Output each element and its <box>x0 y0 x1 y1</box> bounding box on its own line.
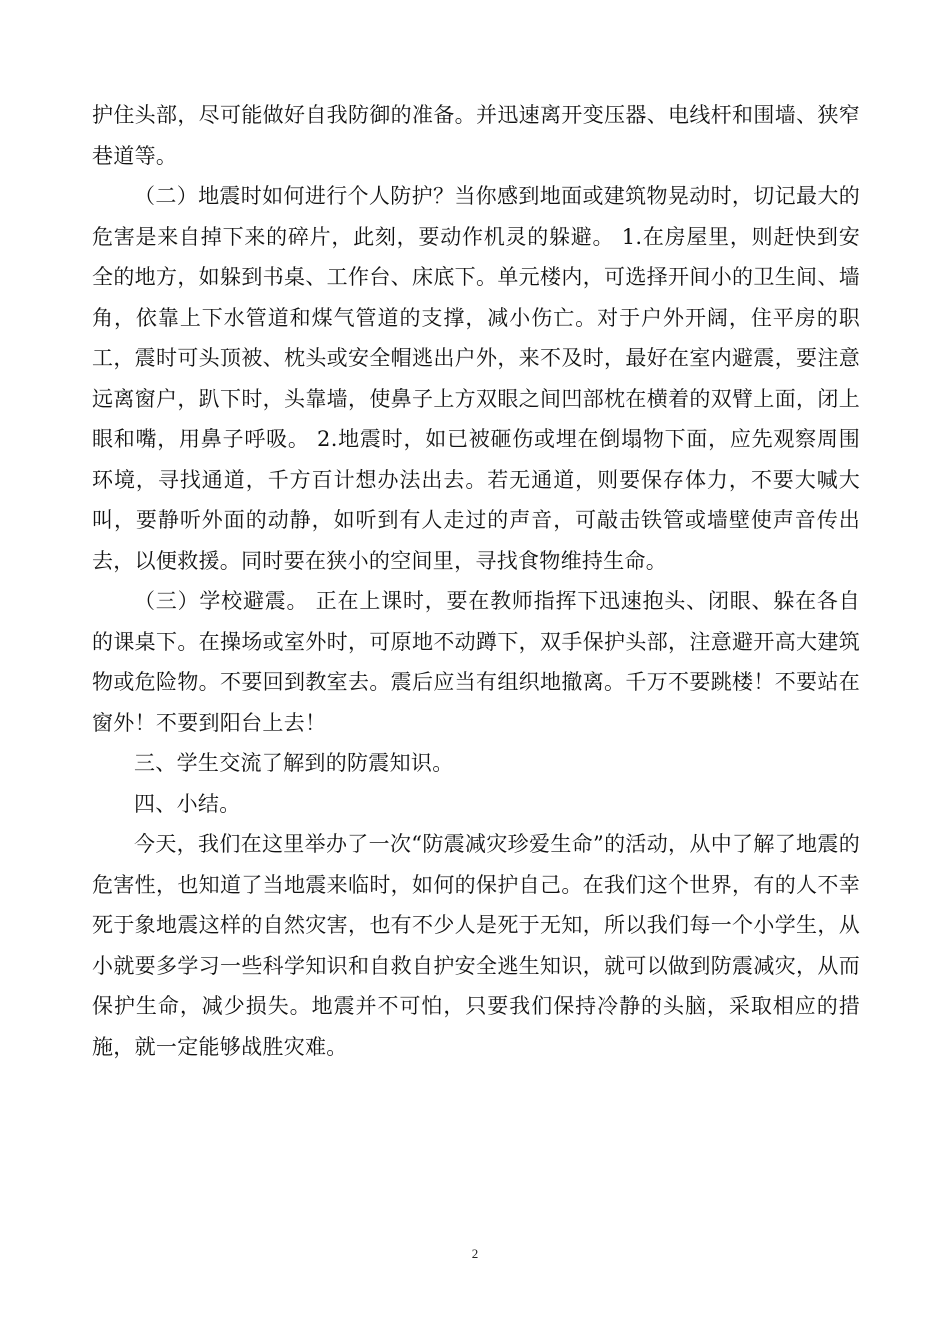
paragraph-school-shelter: （三）学校避震。 正在上课时，要在教师指挥下迅速抱头、闭眼、躲在各自的课桌下。在操场或室外时，可原地不动蹲下，双手保护头部，注意避开高大建筑物或危险物。不要回到教室去。震后应当有组织地撤离。千万不要跳楼！不要站在窗外！不要到阳台上去！ <box>92 589 860 735</box>
page-number: 2 <box>471 1246 479 1261</box>
document-body <box>92 95 860 1067</box>
paragraph-personal-protection: （二）地震时如何进行个人防护？当你感到地面或建筑物晃动时，切记最大的危害是来自掉下来的碎片，此刻，要动作机灵的躲避。 1.在房屋里，则赶快到安全的地方，如躲到书桌、工作台、床底下。单元楼内，可选择开间小的卫生间、墙角，依靠上下水管道和煤气管道的支撑，减小伤亡。对于户外开阔，住平房的职工，震时可头顶被、枕头或安全帽逃出户外，来不及时，最好在室内避震，要注意远离窗户，趴下时，头靠墙，使鼻子上方双眼之间凹部枕在横着的双臂上面，闭上眼和嘴，用鼻子呼吸。 2.地震时，如已被砸伤或埋在倒塌物下面，应先观察周围环境，寻找通道，千方百计想办法出去。若无通道，则要保存体力，不要大喊大叫，要静听外面的动静，如听到有人走过的声音，可敲击铁管或墙壁使声音传出去，以便救援。同时要在狭小的空间里，寻找食物维持生命。 <box>92 184 860 573</box>
paragraph-section-four: 四、小结。 <box>134 791 241 816</box>
paragraph-summary: 今天，我们在这里举办了一次“防震减灾珍爱生命”的活动，从中了解了地震的危害性，也知道了当地震来临时，如何的保护自己。在我们这个世界，有的人不幸死于象地震这样的自然灾害，也有不少人是死于无知，所以我们每一个小学生，从小就要多学习一些科学知识和自救自护安全逃生知识，就可以做到防震减灾，从而保护生命，减少损失。地震并不可怕，只要我们保持冷静的头脑，采取相应的措施，就一定能够战胜灾难。 <box>92 832 860 1059</box>
paragraph-section-three: 三、学生交流了解到的防震知识。 <box>134 751 454 775</box>
paragraph-continuation: 护住头部，尽可能做好自我防御的准备。并迅速离开变压器、电线杆和围墙、狭窄巷道等。 <box>92 103 860 168</box>
